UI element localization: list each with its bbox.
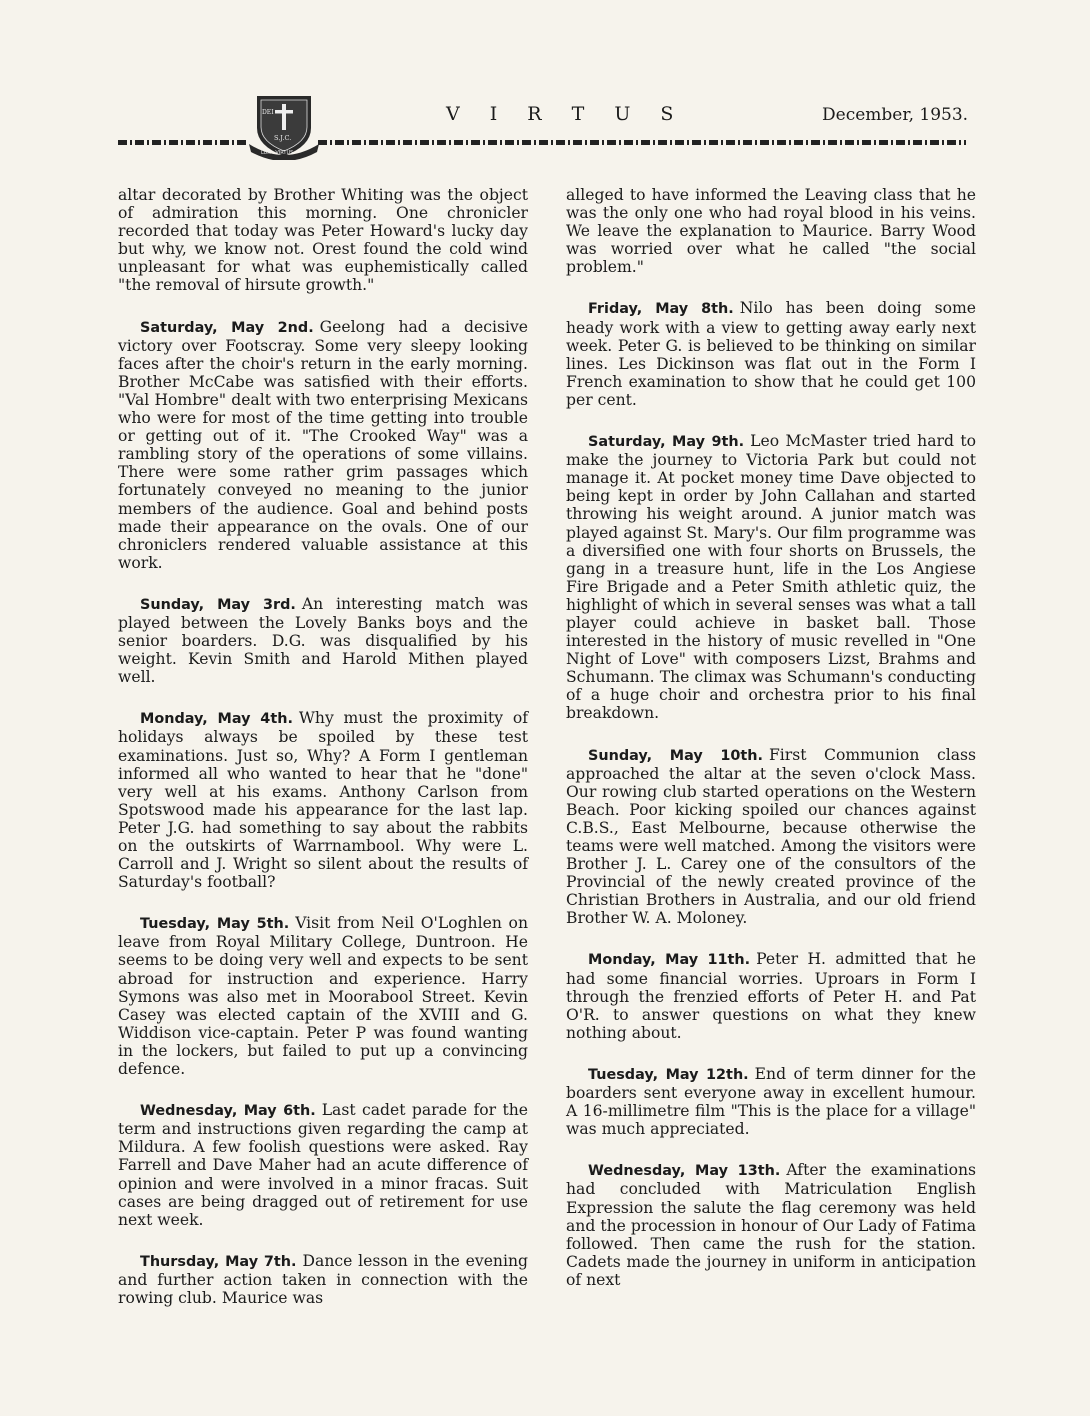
svg-text:S.J.C.: S.J.C. bbox=[274, 134, 292, 142]
entry-date: Tuesday, May 5th. bbox=[140, 916, 290, 933]
entry-text: Dance lesson in the evening and further action taken in connection with the rowing club. Maurice was bbox=[118, 1251, 528, 1307]
entry-text: Last cadet parade for the term and instructions given regarding the camp at Mildura. A few foolish questions were asked. Ray Farrell and Dave Maher had an acute difference of opinion and were involved in a minor fracas. Suit cases are being dragged out of retirement for use next week. bbox=[118, 1101, 528, 1229]
diary-entry bbox=[118, 1252, 528, 1307]
svg-text:DEI: DEI bbox=[262, 109, 274, 116]
diary-entry bbox=[566, 746, 976, 928]
header-rule-right bbox=[318, 140, 966, 145]
entry-text: Leo McMaster tried hard to make the journey to Victoria Park but could not manage it. At pocket money time Dave objected to being kept in order by John Callahan and started throwing his weight around. A junior match was played against St. Mary's. Our film programme was a diversified one with four shorts on Brussels, the gang in a treasure hunt, life in the Los Angiese Fire Brigade and a Peter Smith athletic quiz, the highlight of which in several senses was what a tall player could achieve in basket ball. Those interested in the history of music revelled in "One Night of Love" with composers Lizst, Brahms and Schumann. The climax was Schumann's conducting of a huge choir and orchestra prior to his final breakdown. bbox=[566, 432, 976, 723]
svg-text:LUX · VIRTUS: LUX · VIRTUS bbox=[261, 150, 294, 156]
entry-date: Thursday, May 7th. bbox=[140, 1253, 297, 1270]
entry-text: First Communion class approached the altar at the seven o'clock Mass. Our rowing club started operations on the Western Beach. Poor kicking spoiled our chances against C.B.S., East Melbourne, because otherwise the teams were well matched. Among the visitors were Brother J. L. Carey one of the consultors of the Provincial of the newly created province of the Christian Brothers in Australia, and our old friend Brother W. A. Moloney. bbox=[566, 745, 976, 928]
diary-entry bbox=[566, 432, 976, 723]
entry-date: Sunday, May 3rd. bbox=[140, 596, 296, 613]
diary-entry bbox=[118, 914, 528, 1078]
school-crest-icon bbox=[247, 88, 321, 160]
entry-text: Visit from Neil O'Loghlen on leave from Royal Military College, Duntroon. He seems to be doing very well and expects to be sent abroad for instruction and experience. Harry Symons was also met in Moorabool Street. Kevin Casey was elected captain of the XVIII and G. Widdison vice-captain. Peter P was found wanting in the lockers, but failed to put up a convincing defence. bbox=[118, 914, 528, 1079]
header-rule-left bbox=[118, 140, 248, 145]
diary-entry bbox=[566, 186, 976, 276]
diary-entry bbox=[118, 1101, 528, 1229]
page-header bbox=[0, 0, 1090, 170]
entry-date: Saturday, May 2nd. bbox=[140, 319, 314, 336]
entry-text: altar decorated by Brother Whiting was the object of admiration this morning. One chronicler recorded that today was Peter Howard's lucky day but why, we know not. Orest found the cold wind unpleasant for what was euphemistically called "the removal of hirsute growth." bbox=[118, 186, 528, 295]
entry-date: Monday, May 4th. bbox=[140, 711, 293, 728]
entry-date: Tuesday, May 12th. bbox=[588, 1066, 749, 1083]
entry-text: Nilo has been doing some heady work with a view to getting away early next week. Peter G. is believed to be thinking on similar lines. Les Dickinson was flat out in the Form I French examination to show that he could get 100 per cent. bbox=[566, 299, 976, 409]
diary-entry bbox=[566, 299, 976, 409]
entry-text: Peter H. admitted that he had some financial worries. Uproars in Form I through the frenzied efforts of Peter H. and Pat O'R. to answer questions on what they knew nothing about. bbox=[566, 950, 976, 1042]
entry-text: After the examinations had concluded with Matriculation English Expression the salute the flag ceremony was held and the procession in honour of Our Lady of Fatima followed. Then came the rush for the station. Cadets made the journey in uniform in anticipation of next bbox=[566, 1161, 976, 1289]
entry-date: Monday, May 11th. bbox=[588, 952, 751, 969]
entry-date: Saturday, May 9th. bbox=[588, 434, 745, 451]
magazine-title: V I R T U S bbox=[446, 103, 686, 125]
diary-entry bbox=[118, 709, 528, 891]
entry-text: Why must the proximity of holidays always be spoiled by these test examinations. Just so, Why? A Form I gentleman informed all who wanted to hear that he "done" very well at his exams. Anthony Carlson from Spotswood made his appearance for the last lap. Peter J.G. had something to say about the rabbits on the outskirts of Warrnambool. Why were L. Carroll and J. Wright so silent about the results of Saturday's football? bbox=[118, 709, 528, 892]
diary-entry bbox=[118, 186, 528, 295]
diary-entry bbox=[566, 950, 976, 1041]
diary-entry bbox=[118, 318, 528, 572]
entry-text: An interesting match was played between the Lovely Banks boys and the senior boarders. D.G. was disqualified by his weight. Kevin Smith and Harold Mithen played well. bbox=[118, 594, 528, 687]
issue-date: December, 1953. bbox=[822, 105, 969, 125]
diary-entry bbox=[566, 1161, 976, 1289]
diary-entry bbox=[118, 595, 528, 686]
left-column bbox=[118, 186, 528, 1330]
entry-date: Friday, May 8th. bbox=[588, 301, 734, 318]
right-column bbox=[566, 186, 976, 1312]
entry-text: alleged to have informed the Leaving class that he was the only one who had royal blood in his veins. We leave the explanation to Maurice. Barry Wood was worried over what he called "the social problem." bbox=[566, 186, 976, 277]
diary-entry bbox=[566, 1065, 976, 1138]
entry-text: Geelong had a decisive victory over Footscray. Some very sleepy looking faces after the choir's return in the early morning. Brother McCabe was satisfied with their efforts. "Val Hombre" dealt with two enterprising Mexicans who were for most of the time getting into trouble or getting out of it. "The Crooked Way" was a rambling story of the operations of some villains. There were some rather grim passages which fortunately conveyed no meaning to the junior members of the audience. Goal and behind posts made their appearance on the ovals. One of our chroniclers rendered valuable assistance at this work. bbox=[118, 317, 529, 572]
entry-date: Wednesday, May 13th. bbox=[588, 1163, 781, 1180]
entry-date: Sunday, May 10th. bbox=[588, 747, 763, 764]
entry-date: Wednesday, May 6th. bbox=[140, 1103, 316, 1120]
entry-text: End of term dinner for the boarders sent everyone away in excellent humour. A 16-millimetre film "This is the place for a village" was much appreciated. bbox=[566, 1064, 976, 1139]
